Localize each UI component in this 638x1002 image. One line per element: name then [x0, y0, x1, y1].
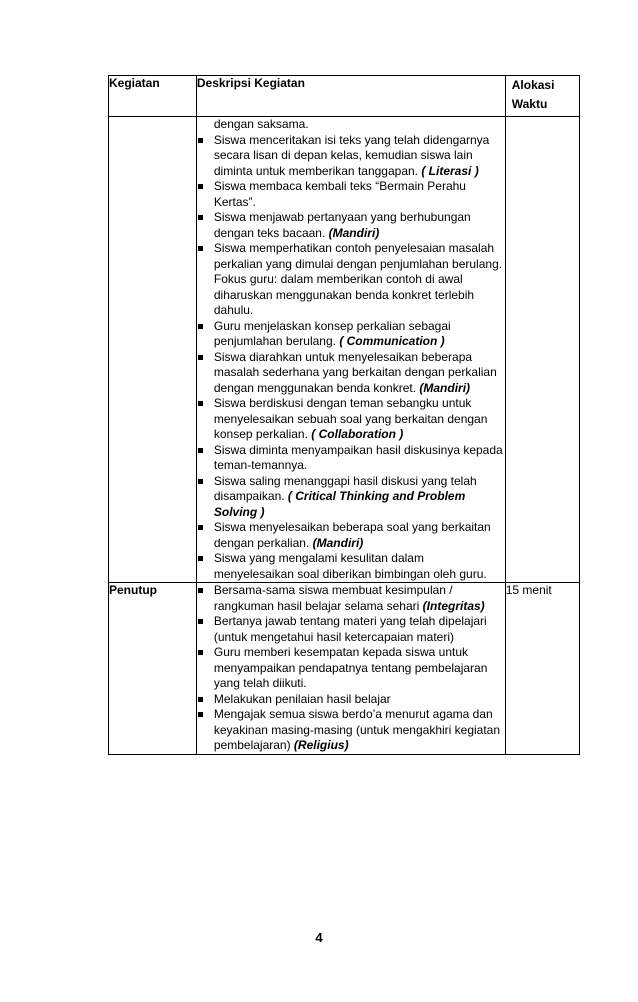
- item-tag: (Mandiri): [328, 225, 380, 240]
- table-header-row: [109, 76, 580, 117]
- item-tag: (Mandiri): [419, 380, 471, 395]
- item-text: Siswa saling menanggapi hasil diskusi yang telah disampaikan.: [213, 473, 477, 503]
- item-tag: ( Critical Thinking and Problem Solving ): [213, 489, 466, 519]
- item-text: Siswa menyelesaikan beberapa soal yang berkaitan dengan perkalian.: [213, 520, 491, 550]
- header-kegiatan: Kegiatan: [109, 76, 197, 117]
- list-item: [197, 614, 505, 645]
- list-item: [197, 692, 505, 708]
- row-inti-deskripsi: [196, 117, 505, 583]
- item-text: Siswa menjawab pertanyaan yang berhubungan dengan teks bacaan.: [213, 210, 471, 240]
- header-alokasi-line2: Waktu: [511, 97, 548, 111]
- item-text: Guru memberi kesempatan kepada siswa untuk menyampaikan pendapatnya tentang pembelajaran yang telah diikuti.: [213, 645, 488, 690]
- item-tag: ( Communication ): [339, 334, 445, 348]
- inti-activity-list: [197, 133, 505, 583]
- list-item: [197, 551, 505, 582]
- row-inti-kegiatan: [109, 117, 197, 583]
- page-number: 4: [315, 930, 323, 945]
- list-item: [197, 443, 505, 474]
- item-text: Siswa diminta menyampaikan hasil diskusinya kepada teman-temannya.: [213, 442, 503, 472]
- list-item: [197, 645, 505, 692]
- continuation-text: dengan saksama.: [213, 117, 309, 131]
- item-text: Siswa berdiskusi dengan teman sebangku untuk menyelesaikan sebuah soal yang berkaitan dengan konsep perkalian.: [213, 396, 488, 441]
- item-text: Bertanya jawab tentang materi yang telah dipelajari (untuk mengetahui hasil ketercapaian materi): [213, 614, 487, 644]
- lesson-activity-table: [108, 75, 580, 755]
- list-item: [197, 210, 505, 241]
- item-tag: ( Collaboration ): [311, 427, 404, 441]
- item-tag: (Integritas): [422, 598, 485, 613]
- item-text: Siswa yang mengalami kesulitan dalam menyelesaikan soal diberikan bimbingan oleh guru.: [213, 551, 487, 581]
- item-text: Siswa membaca kembali teks “Bermain Perahu Kertas”.: [213, 179, 466, 209]
- item-text: Mengajak semua siswa berdo’a menurut agama dan keyakinan masing-masing (untuk mengakhiri kegiatan pembelajaran): [213, 707, 501, 752]
- table-row-inti: [109, 117, 580, 583]
- list-item: [197, 707, 505, 754]
- item-text: Bersama-sama siswa membuat kesimpulan / rangkuman hasil belajar selama sehari: [213, 583, 453, 613]
- list-item: [197, 319, 505, 350]
- item-tag: (Religius): [293, 738, 349, 752]
- header-deskripsi-kegiatan: Deskripsi Kegiatan: [196, 76, 505, 117]
- item-text: Siswa diarahkan untuk menyelesaikan beberapa masalah sederhana yang berkaitan dengan perkalian dengan menggunakan benda konkret.: [213, 349, 497, 395]
- item-tag: (Mandiri): [312, 535, 364, 550]
- header-alokasi-line1: Alokasi: [511, 78, 555, 92]
- penutup-activity-list: [197, 583, 505, 754]
- row-inti-alokasi: [505, 117, 579, 583]
- list-item: [197, 133, 505, 180]
- item-text: Melakukan penilaian hasil belajar: [213, 691, 391, 706]
- list-item: [197, 241, 505, 319]
- list-item: [197, 520, 505, 551]
- item-tag: ( Literasi ): [421, 163, 479, 178]
- table-row-penutup: [109, 583, 580, 755]
- list-item: [197, 179, 505, 210]
- row-penutup-alokasi: 15 menit: [505, 583, 579, 755]
- header-alokasi-waktu: [505, 76, 579, 117]
- row-penutup-deskripsi: [196, 583, 505, 755]
- item-text: Guru menjelaskan konsep perkalian sebagai penjumlahan berulang.: [213, 318, 451, 348]
- list-item: [197, 350, 505, 397]
- list-item: [197, 396, 505, 443]
- item-text: Siswa memperhatikan contoh penyelesaian masalah perkalian yang dimulai dengan penjumlahan berulang. Fokus guru: dalam memberikan contoh di awal diharuskan menggunakan benda konkret terlebih dahulu.: [213, 241, 503, 317]
- list-item: [197, 583, 505, 614]
- item-text: Siswa menceritakan isi teks yang telah didengarnya secara lisan di depan kelas, kemudian siswa lain diminta untuk memberikan tanggapan.: [213, 132, 490, 178]
- list-item: [197, 474, 505, 521]
- row-penutup-kegiatan: Penutup: [109, 583, 197, 755]
